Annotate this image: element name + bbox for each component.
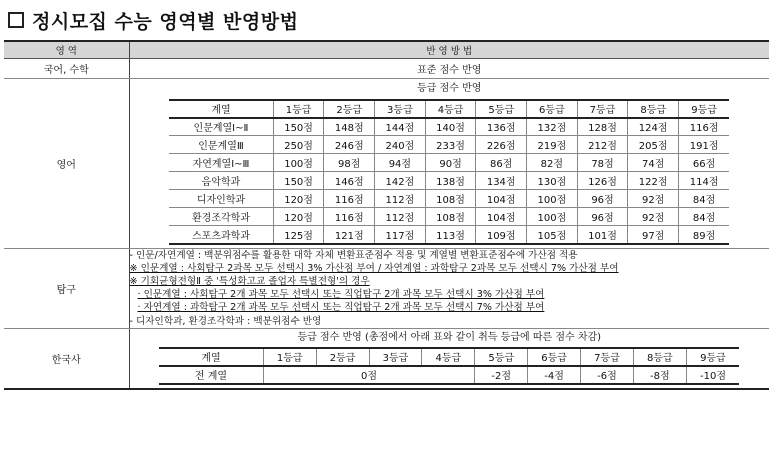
english-cell: 84점 [679, 208, 730, 226]
inquiry-text [129, 248, 769, 328]
english-cell: 89점 [679, 226, 730, 244]
history-cell: -2점 [475, 366, 528, 384]
english-table-row [169, 136, 729, 154]
english-cell: 150점 [273, 172, 324, 190]
english-cell: 100점 [527, 208, 578, 226]
english-row-label: 인문계열Ⅰ~Ⅱ [169, 118, 273, 136]
english-cell: 92점 [628, 208, 679, 226]
english-cell: 114점 [679, 172, 730, 190]
english-cell: 134점 [476, 172, 527, 190]
inquiry-label: 탐구 [4, 248, 129, 328]
english-row-label: 음악학과 [169, 172, 273, 190]
history-column-header: 2등급 [316, 348, 369, 366]
english-cell: 150점 [273, 118, 324, 136]
english-cell: 104점 [476, 208, 527, 226]
english-cell: 132점 [527, 118, 578, 136]
english-cell: 246점 [324, 136, 375, 154]
english-cell: 120점 [273, 208, 324, 226]
english-cell: 136점 [476, 118, 527, 136]
english-row-label: 디자인학과 [169, 190, 273, 208]
english-cell: 84점 [679, 190, 730, 208]
header-area: 영 역 [4, 41, 129, 58]
english-cell: 191점 [679, 136, 730, 154]
english-cell: 125점 [273, 226, 324, 244]
english-cell: 142점 [375, 172, 426, 190]
history-cell: -6점 [581, 366, 634, 384]
header-method: 반 영 방 법 [129, 41, 769, 58]
english-cell: 219점 [527, 136, 578, 154]
english-row-label: 환경조각학과 [169, 208, 273, 226]
checkbox-square-icon [8, 12, 24, 28]
english-cell: 233점 [425, 136, 476, 154]
english-cell: 82점 [527, 154, 578, 172]
row-inquiry [4, 248, 769, 328]
english-cell: 66점 [679, 154, 730, 172]
english-cell: 126점 [577, 172, 628, 190]
english-table-row [169, 226, 729, 244]
history-column-header: 1등급 [263, 348, 316, 366]
english-grade-table [169, 99, 729, 245]
english-table-row [169, 154, 729, 172]
english-cell: 90점 [425, 154, 476, 172]
history-cell: -10점 [686, 366, 739, 384]
english-cell: 109점 [476, 226, 527, 244]
inquiry-line: - 인문/자연계열 : 백분위점수를 활용한 대학 자체 변환표준점수 적용 및 계열별 변환표준점수에 가산점 적용 [129, 249, 578, 261]
english-table-title: 등급 점수 반영 [417, 82, 482, 94]
history-column-header: 8등급 [633, 348, 686, 366]
english-cell: 104점 [476, 190, 527, 208]
korean-math-label: 국어, 수학 [4, 58, 129, 78]
history-column-header: 5등급 [475, 348, 528, 366]
inquiry-line: · 자연계열 : 과학탐구 2개 과목 모두 선택시 또는 직업탐구 2개 과목 모두 선택시 7% 가산점 부여 [137, 302, 545, 314]
inquiry-line: - 디자인학과, 환경조각학과 : 백분위점수 반영 [129, 315, 322, 327]
english-cell: 112점 [375, 208, 426, 226]
english-cell: 122점 [628, 172, 679, 190]
page-title-text: 정시모집 수능 영역별 반영방법 [32, 10, 299, 33]
history-column-header: 7등급 [581, 348, 634, 366]
history-value-row [159, 366, 739, 384]
english-cell: 78점 [577, 154, 628, 172]
english-cell: 226점 [476, 136, 527, 154]
english-cell: 140점 [425, 118, 476, 136]
english-cell: 98점 [324, 154, 375, 172]
english-cell: 120점 [273, 190, 324, 208]
english-table-row [169, 172, 729, 190]
english-column-header: 2등급 [324, 100, 375, 118]
english-cell: 212점 [577, 136, 628, 154]
english-column-header: 8등급 [628, 100, 679, 118]
english-table-row [169, 190, 729, 208]
history-cell: -4점 [528, 366, 581, 384]
english-cell: 146점 [324, 172, 375, 190]
english-cell: 240점 [375, 136, 426, 154]
history-column-header: 3등급 [369, 348, 422, 366]
inquiry-line: ※ 인문계열 : 사회탐구 2과목 모두 선택시 3% 가산점 부여 / 자연계열 : 과학탐구 2과목 모두 선택시 7% 가산점 부여 [129, 262, 619, 274]
english-cell: 116점 [324, 190, 375, 208]
history-row-label: 전 계열 [159, 366, 263, 384]
english-label: 영어 [4, 78, 129, 248]
inquiry-line: · 인문계열 : 사회탐구 2개 과목 모두 선택시 또는 직업탐구 2개 과목 모두 선택시 3% 가산점 부여 [137, 289, 545, 301]
history-merged-cell: 0점 [263, 366, 475, 384]
english-cell: 105점 [527, 226, 578, 244]
english-column-header: 3등급 [375, 100, 426, 118]
english-cell: 124점 [628, 118, 679, 136]
history-header-row [159, 348, 739, 366]
english-cell: 116점 [679, 118, 730, 136]
english-cell: 250점 [273, 136, 324, 154]
history-column-header: 9등급 [686, 348, 739, 366]
english-row-label: 인문계열Ⅲ [169, 136, 273, 154]
korean-math-value: 표준 점수 반영 [129, 58, 769, 78]
score-method-table [4, 40, 769, 390]
english-cell: 138점 [425, 172, 476, 190]
english-cell: 86점 [476, 154, 527, 172]
english-cell: 144점 [375, 118, 426, 136]
english-row-label: 스포츠과학과 [169, 226, 273, 244]
english-cell: 130점 [527, 172, 578, 190]
english-cell: 108점 [425, 190, 476, 208]
row-korean-math [4, 58, 769, 78]
english-cell: 100점 [273, 154, 324, 172]
english-cell: 100점 [527, 190, 578, 208]
english-cell: 94점 [375, 154, 426, 172]
history-table-title: 등급 점수 반영 (총점에서 아래 표와 같이 취득 등급에 따른 점수 차감) [297, 331, 602, 343]
table-header-row [4, 41, 769, 58]
history-column-header: 4등급 [422, 348, 475, 366]
english-column-header: 9등급 [679, 100, 730, 118]
english-cell: 96점 [577, 208, 628, 226]
history-cell: -8점 [633, 366, 686, 384]
english-header-row [169, 100, 729, 118]
row-korean-history [4, 328, 769, 389]
english-table-row [169, 208, 729, 226]
english-column-header: 6등급 [527, 100, 578, 118]
english-cell: 205점 [628, 136, 679, 154]
history-label: 한국사 [4, 328, 129, 389]
english-column-header: 계열 [169, 100, 273, 118]
history-column-header: 6등급 [528, 348, 581, 366]
history-column-header: 계열 [159, 348, 263, 366]
page-title [8, 4, 298, 36]
english-cell: 101점 [577, 226, 628, 244]
row-english [4, 78, 769, 248]
english-cell: 148점 [324, 118, 375, 136]
history-grade-table [159, 347, 739, 385]
english-table-row [169, 118, 729, 136]
english-cell: 96점 [577, 190, 628, 208]
english-cell: 74점 [628, 154, 679, 172]
english-cell: 112점 [375, 190, 426, 208]
english-cell: 92점 [628, 190, 679, 208]
english-cell: 121점 [324, 226, 375, 244]
english-column-header: 1등급 [273, 100, 324, 118]
english-cell: 117점 [375, 226, 426, 244]
english-column-header: 4등급 [425, 100, 476, 118]
english-row-label: 자연계열Ⅰ~Ⅲ [169, 154, 273, 172]
english-cell: 128점 [577, 118, 628, 136]
english-cell: 113점 [425, 226, 476, 244]
english-cell: 97점 [628, 226, 679, 244]
english-column-header: 5등급 [476, 100, 527, 118]
english-cell: 116점 [324, 208, 375, 226]
english-column-header: 7등급 [577, 100, 628, 118]
inquiry-line: ※ 기회균형전형Ⅱ 중 '특성화고교 졸업자 특별전형'의 경우 [129, 275, 370, 287]
english-cell: 108점 [425, 208, 476, 226]
